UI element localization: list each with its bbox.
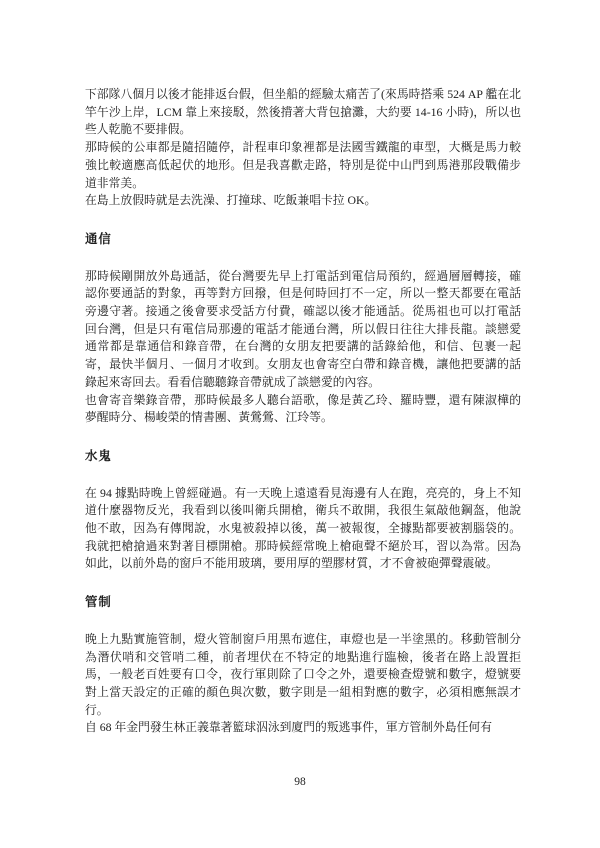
section-heading-water-ghost: 水鬼 (85, 448, 112, 463)
body-paragraph: 那時候的公車都是隨招隨停，計程車印象裡都是法國雪鐵龍的車型，大概是馬力較強比較適應高低起伏的地形。但是我喜歡走路，特別是從中山門到馬港那段戰備步道非常美。 (85, 140, 521, 190)
body-paragraph: 晚上九點實施管制，燈火管制窗戶用黑布遮住，車燈也是一半塗黑的。移動管制分為潛伏哨和交管哨二種，前者埋伏在不特定的地點進行臨檢，後者在路上設置拒馬，一般老百姓要有口令，夜行軍則除了口令之外，還要檢查燈號和數字，燈號要對上當天設定的正確的顏色與次數，數字則是一組相對應的數字，必須相應無誤才行。 (85, 631, 521, 717)
body-paragraph: 自 68 年金門發生林正義靠著籃球泅泳到廈門的叛逃事件，軍方管制外島任何有 (85, 720, 492, 735)
body-paragraph: 那時候剛開放外島通話，從台灣要先早上打電話到電信局預約，經過層層轉接，確認你要通話的對象，再等對方回撥，但是何時回打不一定，所以一整天都要在電話旁邊守著。接通之後會要求受話方付費，確認以後才能通話。從馬祖也可以打電話回台灣，但是只有電信局那邊的電話才能通台灣，所以假日往往大排長龍。談戀愛通常都是靠通信和錄音帶，在台灣的女朋友把要講的話錄給他，和信、包裹一起寄，最快半個月、一個月才收到。女朋友也會寄空白帶和錄音機，讓他把要講的話錄起來寄回去。看看信聽聽錄音帶就成了談戀愛的內容。 (85, 268, 521, 389)
body-paragraph: 在島上放假時就是去洗澡、打撞球、吃飯兼唱卡拉 OK。 (85, 193, 377, 208)
section-heading-communication: 通信 (85, 231, 112, 246)
section-heading-control: 管制 (85, 595, 112, 610)
body-paragraph: 下部隊八個月以後才能排返台假，但坐船的經驗太痛苦了(來馬時搭乘 524 AP 艦在北竿午沙上岸，LCM 靠上來接駁，然後揹著大背包搶灘，大約要 14-16 小時)，所以也些人乾脆不要排假。 (85, 87, 521, 137)
page-number: 98 (294, 776, 306, 788)
document-body (85, 86, 521, 737)
body-paragraph: 也會寄音樂錄音帶，那時候最多人聽台語歌，像是黃乙玲、羅時豐，還有陳淑樺的夢醒時分、楊峻榮的情書團、黃鶯鶯、江玲等。 (85, 392, 521, 425)
body-paragraph: 在 94 據點時晚上曾經碰過。有一天晚上遠遠看見海邊有人在跑，亮亮的，身上不知道什麼器物反光，我看到以後叫衛兵開槍，衛兵不敢開，我很生氣敲他鋼盔，他說他不敢，因為有傳聞說，水鬼被殺掉以後，萬一被報復，全據點都要被割腦袋的。我就把槍搶過來對著目標開槍。那時候經常晚上槍砲聲不絕於耳，習以為常。因為如此，以前外島的窗戶不能用玻璃，要用厚的塑膠材質，才不會被砲彈聲震破。 (85, 485, 521, 571)
